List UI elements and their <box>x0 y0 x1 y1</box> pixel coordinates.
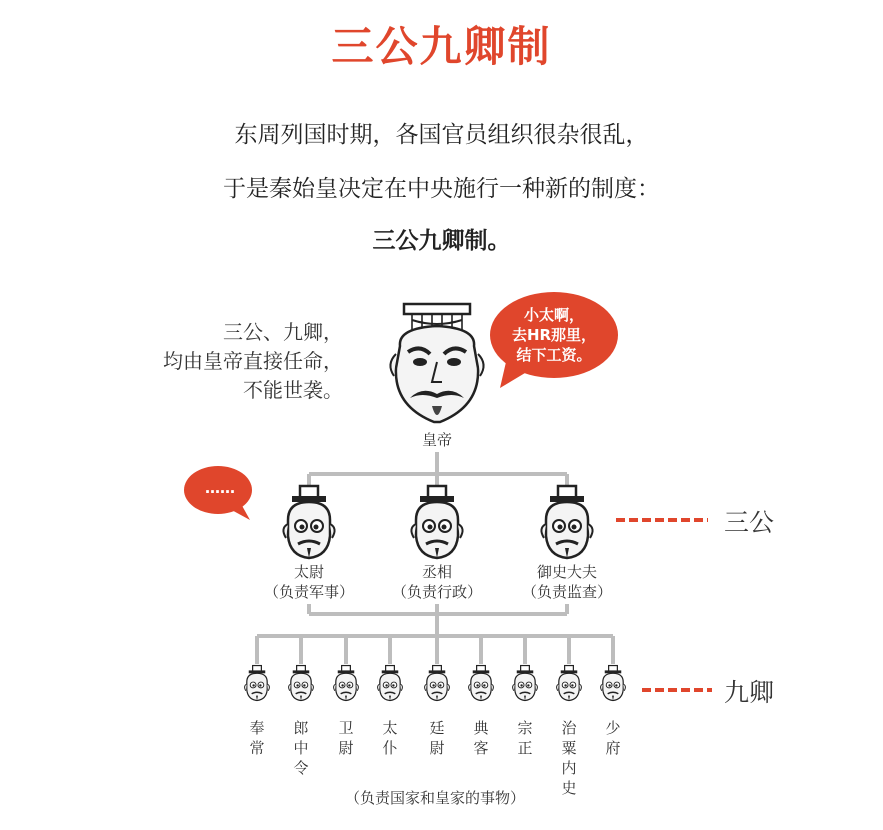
intro-line-3: 三公九卿制。 <box>372 228 511 254</box>
char: 宗 <box>517 719 533 737</box>
jiuqing-dash <box>642 688 712 692</box>
yushi-dafu-icon <box>532 484 602 564</box>
official-duty: （负责行政） <box>391 583 482 601</box>
intro-line-1: 东周列国时期，各国官员组织很杂很乱， <box>234 122 649 148</box>
speech-line-3: 结下工资。 <box>516 346 592 364</box>
emperor-speech <box>494 305 614 365</box>
weiwei-icon <box>329 664 363 704</box>
note-line-3: 不能世袭。 <box>243 378 343 402</box>
jiuqing-langzhongling <box>289 718 313 778</box>
jiuqing-zongzheng <box>513 718 537 758</box>
langzhongling-icon <box>284 664 318 704</box>
char: 府 <box>605 739 621 757</box>
char: 尉 <box>338 739 354 757</box>
char: 粟 <box>561 739 577 757</box>
char: 太 <box>382 719 398 737</box>
char: 治 <box>561 719 577 737</box>
char: 郎 <box>293 719 309 737</box>
zongzheng-icon <box>508 664 542 704</box>
official-duty: （负责监查） <box>521 583 612 601</box>
char: 廷 <box>429 719 445 737</box>
note-line-2: 均由皇帝直接任命， <box>163 349 343 373</box>
char: 客 <box>473 739 489 757</box>
tingwei-icon <box>420 664 454 704</box>
fengchang-icon <box>240 664 274 704</box>
jiuqing-fengchang <box>245 718 269 758</box>
jiuqing-zhisuneishi <box>557 718 581 798</box>
char: 常 <box>249 739 265 757</box>
note-line-1: 三公、九卿， <box>223 320 343 344</box>
emperor-icon <box>382 302 492 430</box>
sangong-dash <box>616 518 708 522</box>
emperor-label: 皇帝 <box>421 431 452 449</box>
thought-text: …… <box>205 479 235 497</box>
char: 典 <box>473 719 489 737</box>
official-duty: （负责军事） <box>263 583 354 601</box>
official-name: 丞相 <box>421 563 452 581</box>
jiuqing-dianke <box>469 718 493 758</box>
char: 中 <box>293 739 309 757</box>
jiuqing-taipu <box>378 718 402 758</box>
char: 令 <box>293 759 309 777</box>
official-chengxiang <box>377 562 497 602</box>
shaofu-icon <box>596 664 630 704</box>
char: 仆 <box>382 739 398 757</box>
char: 正 <box>517 739 533 757</box>
official-taiwei <box>249 562 369 602</box>
char: 奉 <box>249 719 265 737</box>
jiuqing-tingwei <box>425 718 449 758</box>
jiuqing-weiwei <box>334 718 358 758</box>
sangong-rank-label: 三公 <box>724 508 775 537</box>
taiwei-icon <box>274 484 344 564</box>
char: 尉 <box>429 739 445 757</box>
char: 卫 <box>338 719 354 737</box>
taipu-icon <box>373 664 407 704</box>
char: 少 <box>605 719 621 737</box>
char: 内 <box>561 759 577 777</box>
dianke-icon <box>464 664 498 704</box>
chengxiang-icon <box>402 484 472 564</box>
intro-line-2: 于是秦始皇决定在中央施行一种新的制度： <box>223 176 660 202</box>
jiuqing-duty: （负责国家和皇家的事物） <box>344 789 525 807</box>
official-yushi-dafu <box>507 562 627 602</box>
official-name: 太尉 <box>293 563 324 581</box>
jiuqing-shaofu <box>601 718 625 758</box>
zhisuneishi-icon <box>552 664 586 704</box>
page-title: 三公九卿制 <box>331 22 552 71</box>
jiuqing-rank-label: 九卿 <box>724 678 775 707</box>
official-name: 御史大夫 <box>536 563 597 581</box>
speech-line-2: 去HR那里， <box>511 326 597 344</box>
char: 史 <box>561 779 577 797</box>
speech-line-1: 小太啊， <box>523 306 584 324</box>
